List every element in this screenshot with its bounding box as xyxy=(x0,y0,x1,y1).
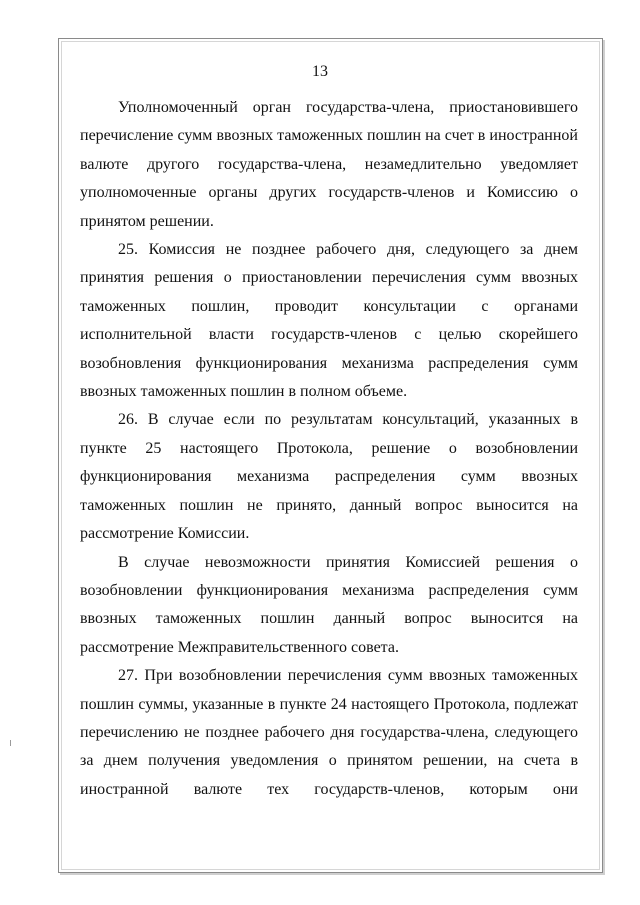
document-body xyxy=(80,94,578,804)
margin-mark xyxy=(10,740,11,746)
paragraph-26: 26. В случае если по результатам консультаций, указанных в пункте 25 настоящего Протокола, решение о возобновлении функционирования механизма распределения сумм ввозных таможенных пошлин не принято, данный вопрос выносится на рассмотрение Комиссии. xyxy=(80,411,578,543)
paragraph-notification: Уполномоченный орган государства-члена, приостановившего перечисление сумм ввозных таможенных пошлин на счет в иностранной валюте другого государства-члена, незамедлительно уведомляет уполномоченные органы других государств-членов и Комиссию о принятом решении. xyxy=(80,99,578,230)
paragraph-26-continuation: В случае невозможности принятия Комиссией решения о возобновлении функционирования механизма распределения сумм ввозных таможенных пошлин данный вопрос выносится на рассмотрение Межправительственного совета. xyxy=(80,553,578,656)
paragraph-27: 27. При возобновлении перечисления сумм ввозных таможенных пошлин суммы, указанные в пункте 24 настоящего Протокола, подлежат перечислению не позднее рабочего дня государства-члена, следующего за днем получения уведомления о принятом решении, на счета в иностранной валюте тех государств-членов, которым они xyxy=(80,667,578,798)
paragraph-25: 25. Комиссия не позднее рабочего дня, следующего за днем принятия решения о приостановлении перечисления сумм ввозных таможенных пошлин, проводит консультации с органами исполнительной власти государств-членов с целью скорейшего возобновления функционирования механизма распределения сумм ввозных таможенных пошлин в полном объеме. xyxy=(80,241,578,401)
page-number: 13 xyxy=(312,63,328,80)
